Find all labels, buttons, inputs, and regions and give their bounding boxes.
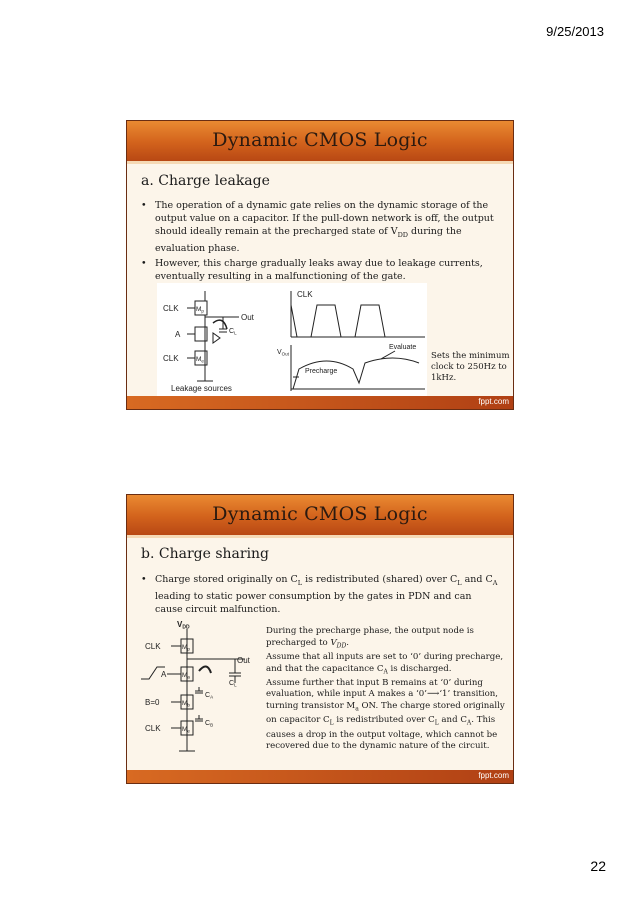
slide-charge-leakage bbox=[126, 120, 514, 410]
bullet-item: • However, this charge gradually leaks away due to leakage currents, eventually resulting in a malfunctioning of the gate. bbox=[141, 257, 483, 282]
leakage-circuit-diagram bbox=[157, 283, 427, 397]
ca-label: $C_A$ bbox=[205, 692, 214, 700]
mp-label: $M_p$ bbox=[182, 644, 190, 652]
clock-note: Sets the minimum clock to 250Hz to 1kHz. bbox=[431, 351, 510, 383]
mp-label: $M_p$ bbox=[196, 306, 204, 314]
slide-title: Dynamic CMOS Logic bbox=[212, 503, 428, 525]
slide-charge-sharing bbox=[126, 494, 514, 784]
precharge-label: Precharge bbox=[305, 368, 338, 375]
slide-title: Dynamic CMOS Logic bbox=[212, 129, 428, 151]
slide-footer bbox=[127, 396, 513, 409]
footer-brand: fppt.com bbox=[478, 397, 509, 406]
clk-bottom-label: CLK bbox=[163, 354, 179, 363]
cl-label: $C_L$ bbox=[229, 680, 237, 688]
header-divider bbox=[127, 161, 513, 164]
page-number: 22 bbox=[590, 858, 606, 874]
header-divider bbox=[127, 535, 513, 538]
section-subtitle: a. Charge leakage bbox=[141, 173, 270, 189]
clk-top-label: CLK bbox=[163, 304, 179, 313]
leakage-figure bbox=[157, 283, 427, 397]
slide-footer bbox=[127, 770, 513, 783]
vdd-label: VDD bbox=[177, 620, 190, 631]
charge-sharing-explanation: During the precharge phase, the output node is precharged to $V_{DD}$. Assume that all inputs are set to ‘0’ during precharge, and that the capacitance $C_A$ is discharged. Assume further that input B remains at ‘0’ during evaluation, while input A makes a ‘0’⟶‘1’ transition, turning transistor $M_a$ ON. The charge stored originally on capacitor $C_L$ is redistributed over $C_L$ and $C_A$. This causes a drop in the output voltage, which cannot be recovered due to the dynamic nature of the circuit. bbox=[266, 626, 505, 752]
mb-label: $M_b$ bbox=[182, 700, 190, 708]
ma-label: $M_a$ bbox=[182, 672, 190, 680]
clk-wave-label: CLK bbox=[297, 290, 313, 299]
input-a-label: A bbox=[175, 330, 181, 339]
clk-top-label: CLK bbox=[145, 642, 161, 651]
cl-label: $C_L$ bbox=[229, 328, 237, 336]
out-label: Out bbox=[241, 313, 254, 322]
bullet-item: • The operation of a dynamic gate relies on the dynamic storage of the output value on a capacitor. If the pull-down network is off, the output should ideally remain at the precharged state of $V_{DD}$ during the evaluation phase. bbox=[141, 200, 494, 254]
vout-label: $V_{Out}$ bbox=[277, 349, 289, 357]
charge-sharing-figure bbox=[137, 619, 261, 765]
cb-label: $C_B$ bbox=[205, 720, 214, 728]
leakage-caption: Leakage sources bbox=[171, 384, 232, 393]
evaluate-label: Evaluate bbox=[389, 344, 417, 351]
bullet-list bbox=[135, 573, 501, 618]
section-subtitle: b. Charge sharing bbox=[141, 546, 270, 562]
footer-brand: fppt.com bbox=[478, 771, 509, 780]
bullet-list bbox=[135, 199, 501, 285]
me-label: $M_e$ bbox=[196, 356, 204, 364]
bullet-item: • Charge stored originally on $C_L$ is redistributed (shared) over $C_L$ and $C_A$ leading to static power consumption by the gates in PDN and can cause circuit malfunction. bbox=[141, 574, 498, 615]
input-a-label: A bbox=[161, 670, 167, 679]
page-date: 9/25/2013 bbox=[546, 24, 604, 39]
me-label: $M_e$ bbox=[182, 726, 190, 734]
charge-sharing-circuit-diagram bbox=[137, 619, 261, 765]
out-label: Out bbox=[237, 656, 250, 665]
b-zero-label: B=0 bbox=[145, 698, 160, 707]
clk-bottom-label: CLK bbox=[145, 724, 161, 733]
